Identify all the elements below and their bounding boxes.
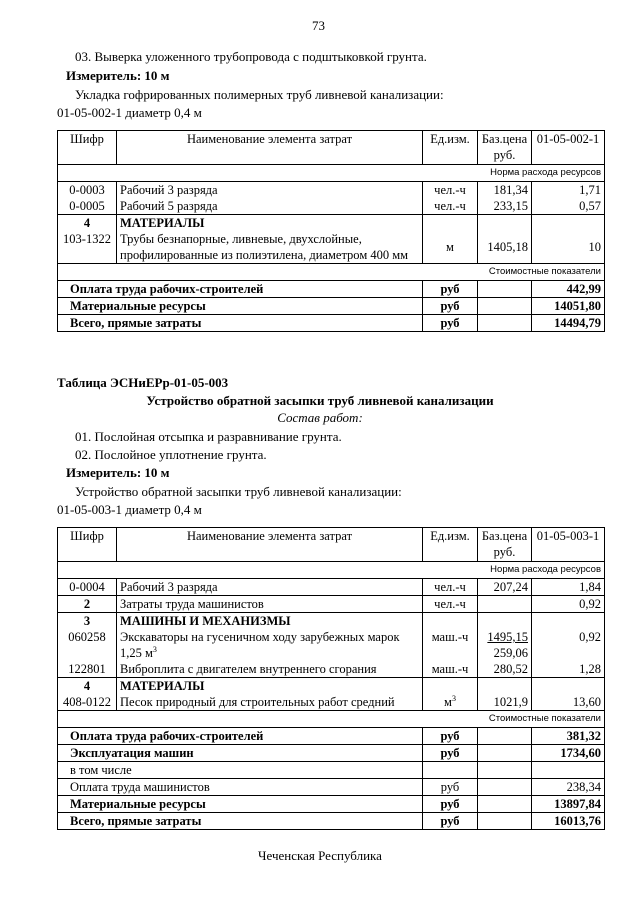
cell-unit: [423, 694, 478, 711]
col-header-unit: Ед.изм.: [423, 528, 478, 562]
cell-value: 1,71: [532, 182, 605, 199]
cell-unit: м: [423, 231, 478, 264]
section-row: [58, 613, 605, 630]
cell-price: 181,34: [478, 182, 532, 199]
total-label: Оплата труда рабочих-строителей: [58, 728, 423, 745]
cell-price: 1405,18: [478, 231, 532, 264]
cell-shifr: 2: [58, 596, 117, 613]
cell-unit: чел.-ч: [423, 579, 478, 596]
cell-shifr: 0-0003: [58, 182, 117, 199]
cell-name: Рабочий 3 разряда: [117, 182, 423, 199]
section-row: [58, 678, 605, 695]
cell-price: 1021,9: [478, 694, 532, 711]
page-number: 73: [312, 18, 325, 33]
meter-label: Измеритель: 10 м: [66, 68, 170, 83]
total-unit: руб: [423, 745, 478, 762]
code-line: 01-05-003-1 диаметр 0,4 м: [57, 502, 202, 517]
cell-value: 0,92: [532, 629, 605, 661]
total-row: [58, 779, 605, 796]
cell-unit: маш.-ч: [423, 629, 478, 661]
table-row: [58, 198, 605, 215]
total-unit: руб: [423, 728, 478, 745]
band-costs: Стоимостные показатели: [58, 711, 605, 728]
col-header-shifr: Шифр: [58, 131, 117, 165]
cell-name: МАШИНЫ И МЕХАНИЗМЫ: [117, 613, 423, 630]
cell-shifr: 060258: [58, 629, 117, 661]
cell-shifr: 0-0005: [58, 198, 117, 215]
work-step-3: 03. Выверка уложенного трубопровода с подштыковкой грунта.: [75, 49, 427, 64]
total-value: 14494,79: [532, 315, 605, 332]
total-label: Всего, прямые затраты: [58, 813, 423, 830]
work-step-1: 01. Послойная отсыпка и разравнивание грунта.: [75, 429, 342, 444]
section-row: [58, 215, 605, 232]
col-header-name: Наименование элемента затрат: [117, 528, 423, 562]
cell-unit: чел.-ч: [423, 596, 478, 613]
total-unit: руб: [423, 813, 478, 830]
total-label: в том числе: [58, 762, 423, 779]
band-resources: Норма расхода ресурсов: [58, 165, 605, 182]
cell-price: [478, 596, 532, 613]
price-primary: 1495,15: [487, 630, 528, 644]
cell-unit: маш.-ч: [423, 661, 478, 678]
cell-name: Затраты труда машинистов: [117, 596, 423, 613]
total-value: 16013,76: [532, 813, 605, 830]
total-unit: руб: [423, 779, 478, 796]
total-unit: руб: [423, 298, 478, 315]
cell-name: МАТЕРИАЛЫ: [117, 678, 423, 695]
total-row: [58, 762, 605, 779]
cell-name: [117, 629, 423, 661]
cell-shifr: 122801: [58, 661, 117, 678]
total-label: Оплата труда машинистов: [58, 779, 423, 796]
resource-table-2: [57, 527, 605, 830]
meter-label: Измеритель: 10 м: [66, 465, 170, 480]
table-title: Таблица ЭСНиЕРр-01-05-003: [57, 375, 229, 390]
superscript: 3: [451, 693, 456, 703]
price-secondary: 259,06: [493, 646, 528, 660]
total-value: 13897,84: [532, 796, 605, 813]
footer-region: Чеченская Республика: [258, 848, 382, 863]
total-row: [58, 315, 605, 332]
cell-unit: чел.-ч: [423, 182, 478, 199]
cell-unit: чел.-ч: [423, 198, 478, 215]
table-row: [58, 661, 605, 678]
work-composition: Состав работ:: [277, 410, 363, 425]
total-row: [58, 298, 605, 315]
code-line: 01-05-002-1 диаметр 0,4 м: [57, 105, 202, 120]
total-value: 1734,60: [532, 745, 605, 762]
total-value: 442,99: [532, 281, 605, 298]
total-row: [58, 813, 605, 830]
cell-name: Рабочий 3 разряда: [117, 579, 423, 596]
table-row: [58, 596, 605, 613]
col-header-price: Баз.цена руб.: [478, 131, 532, 165]
total-row: [58, 745, 605, 762]
section-heading: Устройство обратной засыпки труб ливневой канализации: [146, 393, 494, 408]
col-header-shifr: Шифр: [58, 528, 117, 562]
cell-name: Виброплита с двигателем внутреннего сгорания: [117, 661, 423, 678]
cell-value: 10: [532, 231, 605, 264]
total-value: 14051,80: [532, 298, 605, 315]
cell-shifr: 3: [58, 613, 117, 630]
cell-name: Трубы безнапорные, ливневые, двухслойные, профилированные из полиэтилена, диаметром 400 мм: [117, 231, 423, 264]
band-resources: Норма расхода ресурсов: [58, 562, 605, 579]
cell-value: 0,57: [532, 198, 605, 215]
col-header-price: Баз.цена руб.: [478, 528, 532, 562]
resource-table-1: [57, 130, 605, 332]
total-row: [58, 728, 605, 745]
col-header-name: Наименование элемента затрат: [117, 131, 423, 165]
total-unit: руб: [423, 281, 478, 298]
cell-price: [478, 629, 532, 661]
cell-name: МАТЕРИАЛЫ: [117, 215, 423, 232]
table-row: [58, 579, 605, 596]
total-label: Материальные ресурсы: [58, 796, 423, 813]
total-label: Всего, прямые затраты: [58, 315, 423, 332]
superscript: 3: [152, 644, 157, 654]
total-unit: руб: [423, 796, 478, 813]
cell-shifr: 4: [58, 215, 117, 232]
table-row: [58, 231, 605, 264]
cell-shifr: 0-0004: [58, 579, 117, 596]
cell-value: 0,92: [532, 596, 605, 613]
col-header-code: 01-05-003-1: [532, 528, 605, 562]
col-header-unit: Ед.изм.: [423, 131, 478, 165]
col-header-code: 01-05-002-1: [532, 131, 605, 165]
cell-shifr: 408-0122: [58, 694, 117, 711]
table-row: [58, 182, 605, 199]
total-label: Материальные ресурсы: [58, 298, 423, 315]
work-step-2: 02. Послойное уплотнение грунта.: [75, 447, 267, 462]
cell-price: 233,15: [478, 198, 532, 215]
total-value: 381,32: [532, 728, 605, 745]
cell-name: Рабочий 5 разряда: [117, 198, 423, 215]
table-row: [58, 694, 605, 711]
total-label: Эксплуатация машин: [58, 745, 423, 762]
cell-price: 280,52: [478, 661, 532, 678]
cell-shifr: 4: [58, 678, 117, 695]
total-value: 238,34: [532, 779, 605, 796]
table-row: [58, 629, 605, 661]
cell-name-text: Экскаваторы на гусеничном ходу зарубежных марок 1,25 м: [120, 630, 400, 660]
cell-value: 1,28: [532, 661, 605, 678]
cell-name: Песок природный для строительных работ средний: [117, 694, 423, 711]
total-row: [58, 281, 605, 298]
total-label: Оплата труда рабочих-строителей: [58, 281, 423, 298]
unit-text: м: [444, 695, 452, 709]
description: Устройство обратной засыпки труб ливневой канализации:: [75, 484, 402, 499]
total-unit: руб: [423, 315, 478, 332]
description: Укладка гофрированных полимерных труб ливневой канализации:: [75, 87, 444, 102]
cell-value: 1,84: [532, 579, 605, 596]
cell-shifr: 103-1322: [58, 231, 117, 264]
total-row: [58, 796, 605, 813]
band-costs: Стоимостные показатели: [58, 264, 605, 281]
cell-price: 207,24: [478, 579, 532, 596]
cell-value: 13,60: [532, 694, 605, 711]
